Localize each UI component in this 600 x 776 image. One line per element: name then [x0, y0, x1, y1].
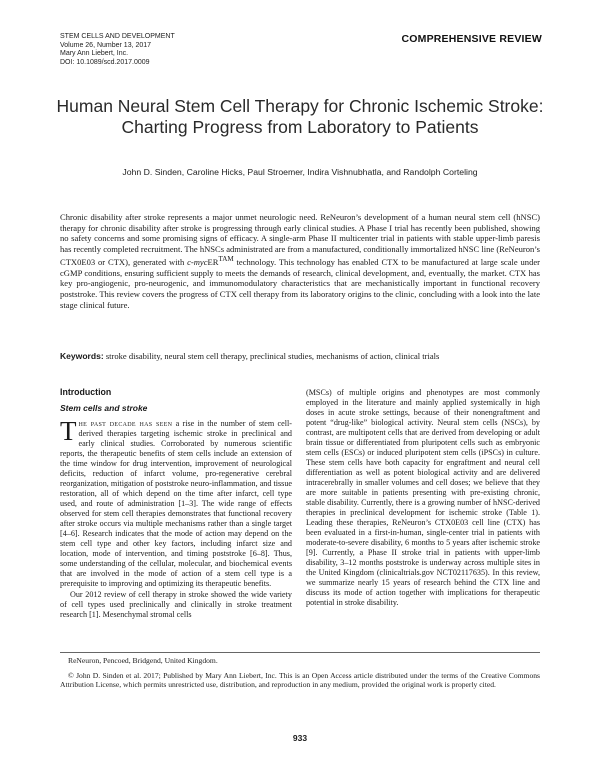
paragraph-1 [60, 416, 292, 589]
keywords [60, 351, 540, 362]
gene-name: c-myc [187, 257, 208, 268]
subsection-heading: Stem cells and stroke [60, 403, 148, 413]
author-list: John D. Sinden, Caroline Hicks, Paul Stroemer, Indira Vishnubhatla, and Randolph Corteling [122, 167, 478, 177]
journal-publisher: Mary Ann Liebert, Inc. [60, 50, 129, 58]
footnote-divider [60, 652, 540, 653]
abstract-text-1: Chronic disability after stroke represents a major unmet neurologic need. ReNeuron’s development of a human neural stem cell (hNSC) therapy for chronic disability after stroke is progressing through early clinical studies. A Phase I trial has recently been published, showing no safety concerns and some promising signs of efficacy. A single-arm Phase II multicenter trial in patients with stable upper-limb paresis has recently completed recruitment. The hNSCs administrated are from a manufactured, conditionally immortalized hNSC line (ReNeuron’s CTX0E03 or CTX), generated with [60, 212, 540, 268]
journal-info [60, 33, 175, 67]
article-title [40, 96, 560, 138]
tam-superscript: TAM [218, 255, 234, 264]
journal-volume: Volume 26, Number 13, 2017 [60, 41, 152, 49]
er-label: ER [207, 257, 219, 268]
drop-cap: T [60, 416, 77, 446]
copyright-notice: © John D. Sinden et al. 2017; Published by Mary Ann Liebert, Inc. This is an Open Access article distributed under the terms of the Creative Commons Attribution License, which permits unrestricted use, distribution, and reproduction in any medium, provided the original work is properly cited. [60, 671, 540, 689]
journal-name: STEM CELLS AND DEVELOPMENT [60, 33, 175, 40]
section-label: COMPREHENSIVE REVIEW [401, 33, 542, 45]
paragraph-2: Our 2012 review of cell therapy in stroke showed the wide variety of cell types used preclinically and clinically in stroke treatment research [1]. Mesenchymal stromal cells [60, 590, 292, 619]
abstract-text-2: technology. This technology has enabled CTX to be manufactured at large scale under cGMP conditions, ensuring sufficient supply to meets the demands of research, clinical development, and, eventually, the market. CTX has key pro-angiogenic, pro-neurogenic, and immunomodulatory characteristics that are mechanistically important in functional recovery poststroke. This review covers the progress of CTX cell therapy from its laboratory origins to the clinic, concluding with a look into the late stage clinical future. [60, 257, 540, 310]
affiliation: ReNeuron, Pencoed, Bridgend, United Kingdom. [68, 656, 218, 665]
title-line-2: Charting Progress from Laboratory to Patients [121, 117, 479, 137]
body-column-left [60, 387, 292, 620]
abstract [60, 212, 540, 310]
journal-doi[interactable]: DOI: 10.1089/scd.2017.0009 [60, 58, 150, 66]
paragraph-1-text: a rise in the number of stem cell-derived therapies targeting ischemic stroke in preclinical and early clinical studies. Corroborated by numerous scientific reports, the therapeutic benefits of stem cells include an extension of the time window for drug intervention, improvement of neurological deficits, reduction of infarct volume, pro-regenerative cerebral reorganization, mitigation of poststroke neuro-inflammation, and tissue restoration, all of which depend on the time after infarct, cell type used, and route of administration [1–3]. The wide range of effects observed for stem cell therapies demonstrates that functional recovery after stroke occurs via multiple mechanisms rather than a single target [4–6]. Research indicates that the mode of action may depend on the stem cell type and other key factors, including infarct size and location, mode of intervention, and timing poststroke [6–8]. Thus, some understanding of the cellular, molecular, and biochemical events that are involved in the mode of action of a stem cell type is a prerequisite to improving and optimizing its therapeutic benefits. [60, 419, 292, 588]
lead-in-caps: he past decade has seen [78, 419, 173, 428]
paragraph-3: (MSCs) of multiple origins and phenotypes are most commonly employed in the literature and mainly applied systemically in high doses in acute stroke settings, because of their nonengraftment and potent “drug-like” biological activity. Neural stem cells (NSCs), by contrast, are multipotent cells that are derived from developing or adult brain tissue or differentiated from pluripotent cells such as embryonic stem cells (ESCs) or induced pluripotent stem cells (iPSCs) in culture. These stem cells have both capacity for engraftment and neural cell differentiation as well as potent biological activity and are delivered intracerebrally in smaller volumes and cell doses; we believe that they are more suitable in patients presenting with pre-existing chronic, stable disability. Currently, there is a growing number of hNSC-derived therapies in preclinical development for ischemic stroke (Table 1). Leading these therapies, ReNeuron’s CTX0E03 cell line (CTX) has been evaluated in a first-in-human, single-center trial in patients with moderate-to-severe disability, 6 months to 5 years after ischemic stroke [9]. Currently, a Phase II stroke trial in patients with upper-limb disability, 3–12 months poststroke is underway across multiple sites in the United Kingdom (clinicaltrials.gov NCT02117635). In this review, we summarize nearly 15 years of research behind the CTX line and discuss its mode of action together with implications for therapeutic potential in stroke disability. [306, 388, 540, 607]
keywords-label: Keywords: [60, 351, 104, 361]
page-number: 933 [292, 733, 308, 743]
section-heading: Introduction [60, 387, 112, 397]
keywords-text: stroke disability, neural stem cell therapy, preclinical studies, mechanisms of action, clinical trials [103, 351, 440, 361]
body-column-right [306, 388, 540, 608]
title-line-1: Human Neural Stem Cell Therapy for Chronic Ischemic Stroke: [56, 96, 544, 116]
